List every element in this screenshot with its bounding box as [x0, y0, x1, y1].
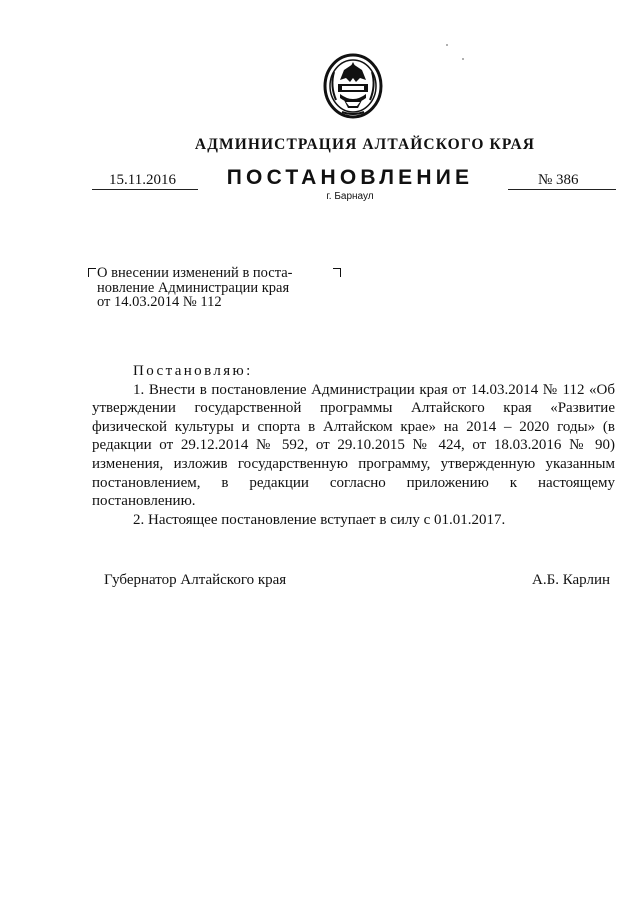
document-number: № 386 — [508, 172, 616, 190]
subject-bracket-left — [88, 268, 96, 277]
document-subject — [90, 266, 340, 310]
subject-bracket-right — [333, 268, 341, 277]
coat-of-arms-icon — [322, 52, 384, 120]
body-item: 2. Настоящее постановление вступает в силу с 01.01.2017. — [133, 511, 506, 528]
body-item: 1. Внести в постановление Администрации края от 14.03.2014 № 112 «Об утверждении государственной программы Алтайского края «Развитие физической культуры и спорта в Алтайском крае» на 2014 – 2020 годы» (в редакции от 29.12.2014 № 592, от 29.10.2015 № 424, от 18.03.2016 № 90) изменения, изложив государственную программу, утвержденную указанным постановлением, в редакции согласно приложению к настоящему постановлению. — [92, 381, 615, 510]
subject-line: О внесении изменений в поста- — [97, 265, 293, 281]
subject-line: новление Администрации края — [97, 279, 290, 296]
document-body — [92, 362, 615, 529]
city-name: г. Барнаул — [326, 191, 374, 202]
signer-title: Губернатор Алтайского края — [104, 572, 287, 588]
signer-name: А.Б. Карлин — [532, 572, 611, 588]
scan-speck — [462, 58, 464, 60]
authority-name: АДМИНИСТРАЦИЯ АЛТАЙСКОГО КРАЯ — [194, 136, 536, 153]
scan-speck — [446, 44, 448, 46]
subject-line: от 14.03.2014 № 112 — [97, 294, 222, 310]
document-type-title: ПОСТАНОВЛЕНИЕ — [226, 166, 474, 189]
document-date: 15.11.2016 — [92, 172, 198, 190]
decree-word: Постановляю: — [133, 363, 253, 379]
